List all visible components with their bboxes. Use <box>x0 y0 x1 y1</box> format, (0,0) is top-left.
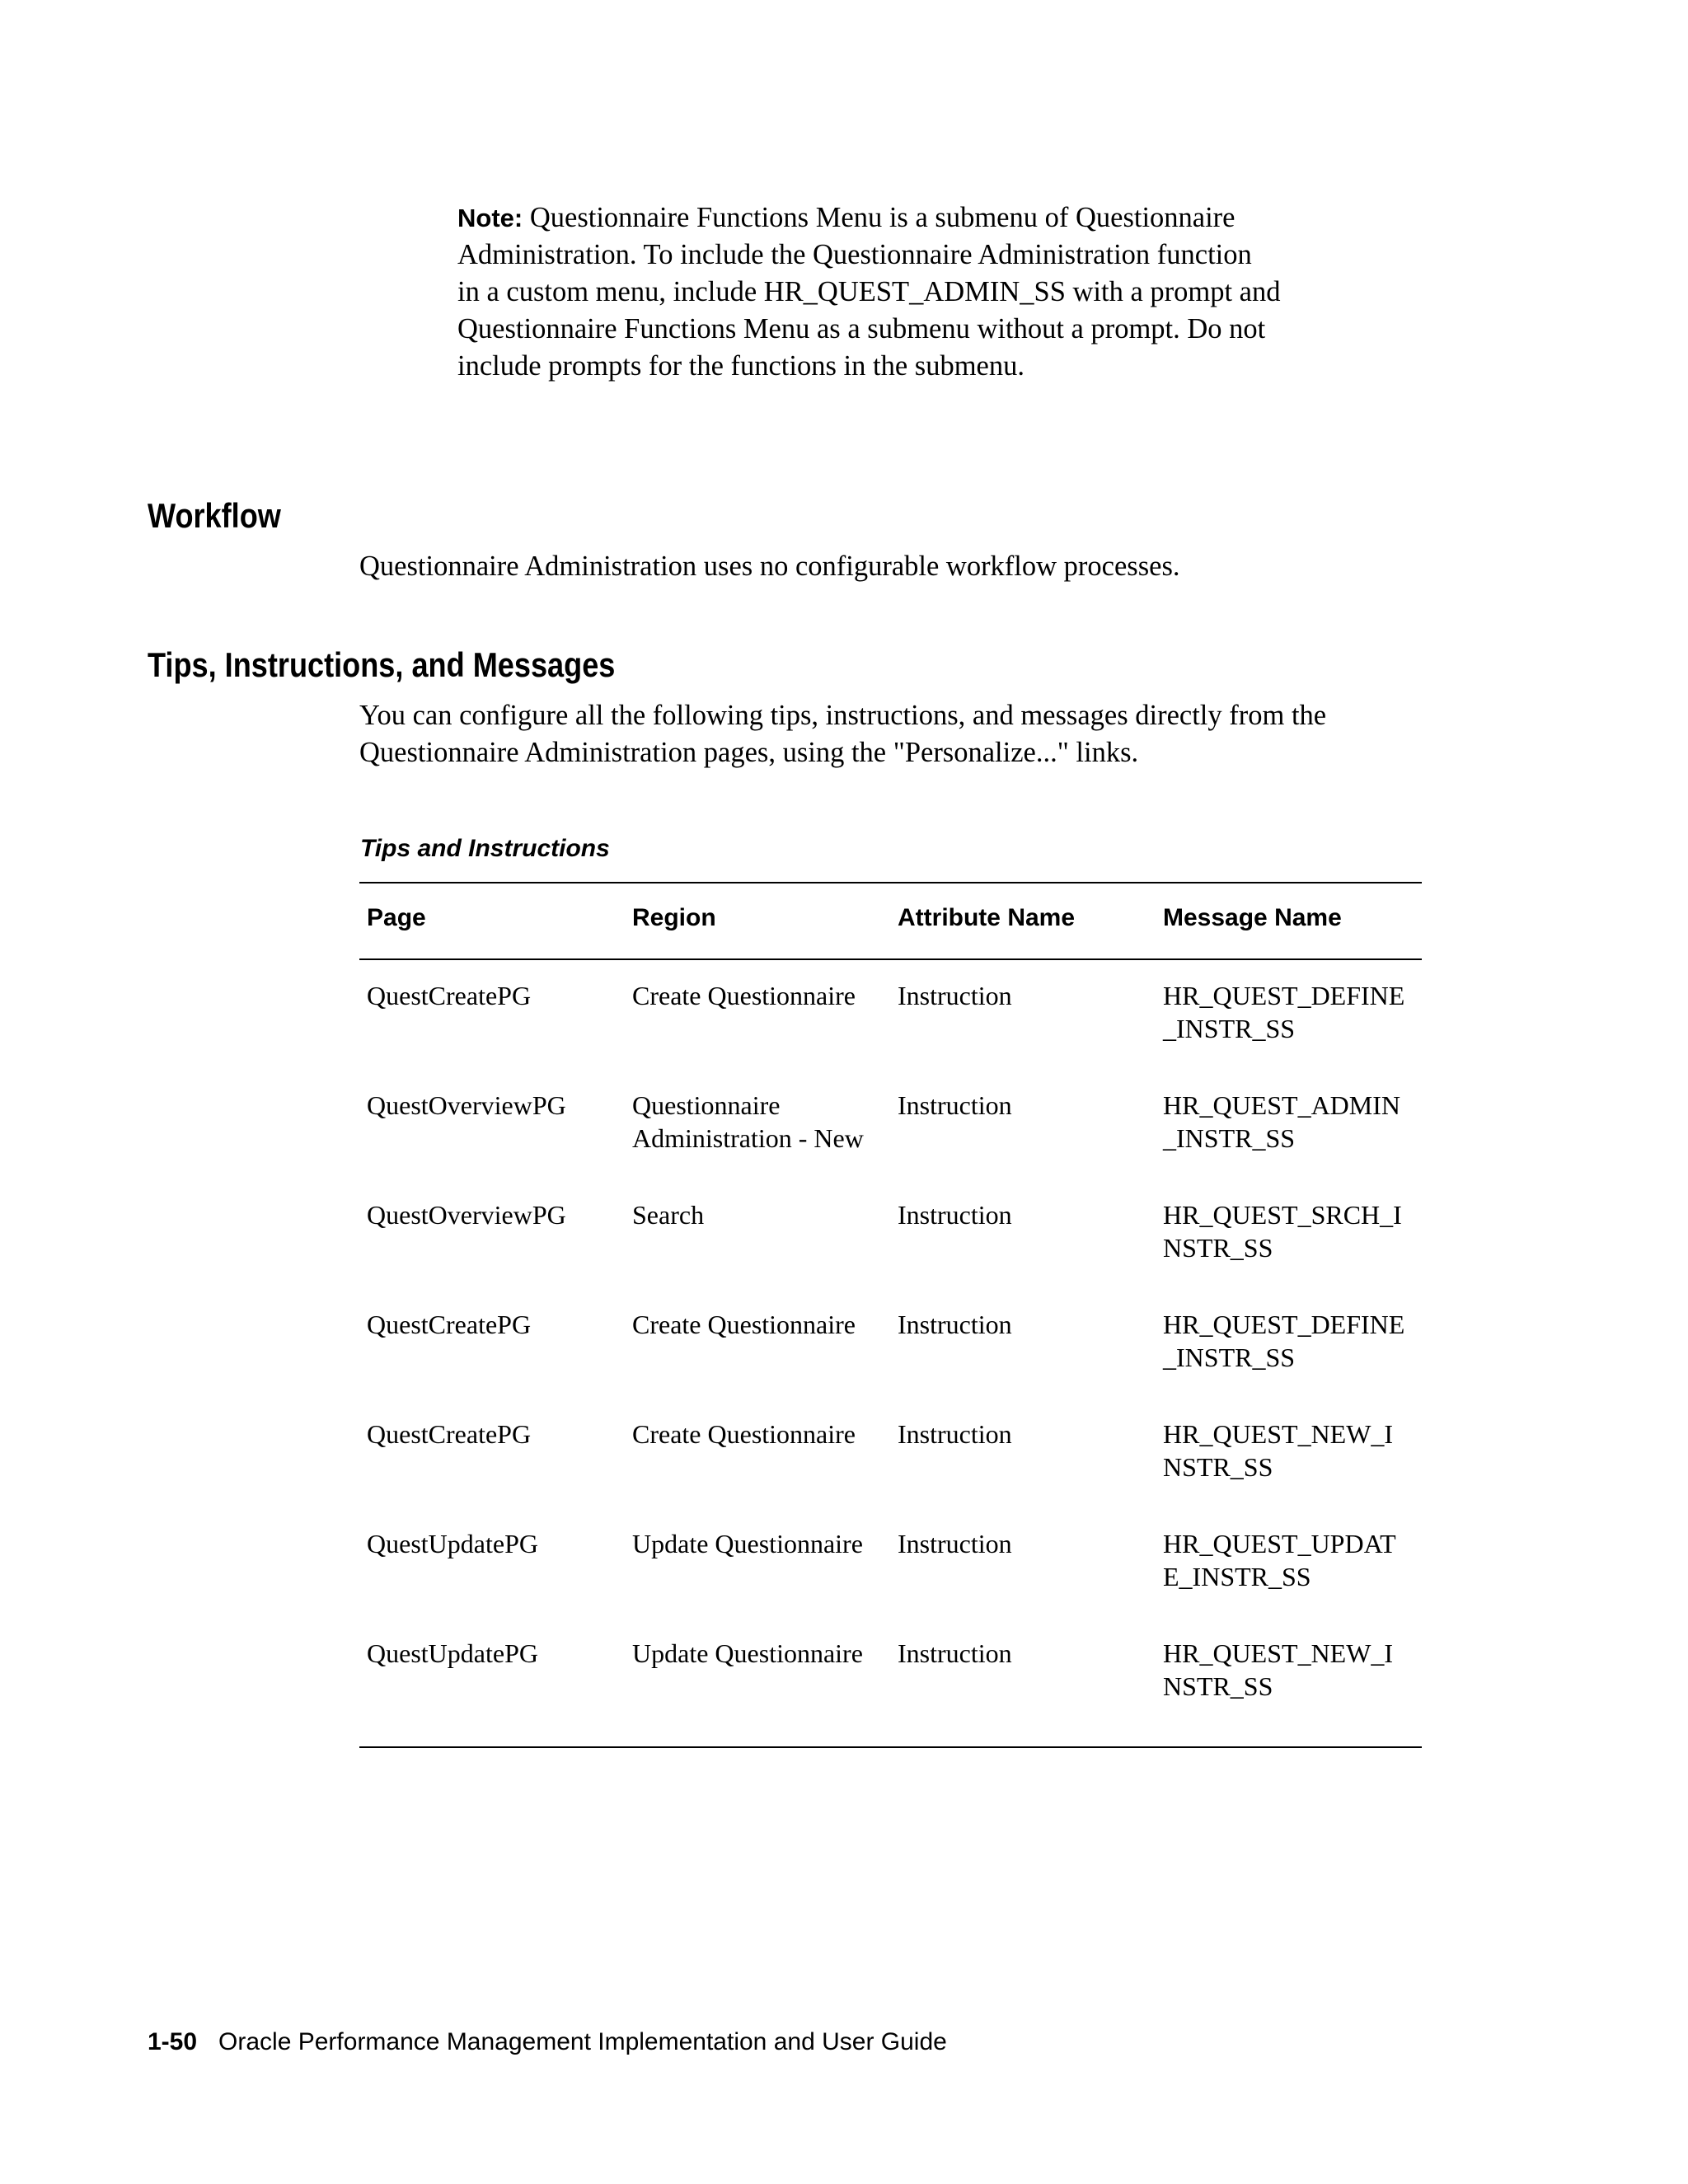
cell-region-line: Search <box>632 1200 705 1230</box>
note-line: include prompts for the functions in the submenu. <box>457 350 1025 382</box>
cell-page-line: QuestOverviewPG <box>367 1200 566 1230</box>
tips-text-line: Questionnaire Administration pages, using the "Personalize..." links. <box>359 737 1139 768</box>
note-label: Note: <box>457 204 523 232</box>
note-line <box>457 199 1372 237</box>
page-footer <box>148 2026 947 2059</box>
cell-message-name-line: NSTR_SS <box>1163 1452 1273 1482</box>
cell-page-line: QuestUpdatePG <box>367 1529 538 1558</box>
cell-attribute-name-line: Instruction <box>898 1310 1012 1339</box>
cell-region <box>632 1198 704 1231</box>
note-line: Administration. To include the Questionnaire Administration function <box>457 239 1252 270</box>
cell-page <box>367 1527 538 1560</box>
cell-attribute-name-line: Instruction <box>898 1090 1012 1120</box>
footer-title: Oracle Performance Management Implementation and User Guide <box>218 2028 947 2055</box>
cell-message-name-line: _INSTR_SS <box>1163 1123 1296 1153</box>
cell-region-line: Questionnaire <box>632 1090 781 1120</box>
cell-message-name <box>1163 1308 1404 1374</box>
cell-message-name-line: NSTR_SS <box>1163 1233 1273 1263</box>
cell-region <box>632 1089 864 1155</box>
cell-region <box>632 1527 863 1560</box>
cell-attribute-name <box>898 1198 1012 1231</box>
cell-attribute-name <box>898 1089 1012 1122</box>
cell-attribute-name-line: Instruction <box>898 981 1012 1010</box>
cell-attribute-name-line: Instruction <box>898 1200 1012 1230</box>
table-row <box>359 1198 1422 1308</box>
cell-attribute-name-line: Instruction <box>898 1529 1012 1558</box>
cell-message-name <box>1163 1637 1393 1703</box>
cell-message-name-line: HR_QUEST_NEW_I <box>1163 1638 1394 1668</box>
cell-region <box>632 1637 863 1670</box>
cell-message-name-line: HR_QUEST_DEFINE <box>1163 981 1405 1010</box>
cell-region-line: Create Questionnaire <box>632 981 856 1010</box>
note-line: in a custom menu, include HR_QUEST_ADMIN_SS with a prompt and <box>457 276 1281 307</box>
footer-page-number: 1-50 <box>148 2028 198 2055</box>
cell-region-line: Administration - New <box>632 1123 864 1153</box>
table-header-row <box>359 883 1422 960</box>
table-body <box>359 960 1422 1746</box>
cell-message-name-line: HR_QUEST_NEW_I <box>1163 1419 1394 1449</box>
cell-attribute-name <box>898 979 1012 1012</box>
cell-message-name <box>1163 1198 1402 1264</box>
header-message-name: Message Name <box>1163 904 1342 931</box>
workflow-heading: Workflow <box>148 496 281 535</box>
cell-page <box>367 1418 531 1451</box>
cell-attribute-name-line: Instruction <box>898 1638 1012 1668</box>
cell-region-line: Update Questionnaire <box>632 1529 863 1558</box>
cell-page <box>367 1308 531 1341</box>
note-line: Questionnaire Functions Menu as a submenu without a prompt. Do not <box>457 313 1266 344</box>
cell-page-line: QuestOverviewPG <box>367 1090 566 1120</box>
workflow-text <box>359 548 1431 585</box>
table-row <box>359 1089 1422 1198</box>
cell-message-name-line: E_INSTR_SS <box>1163 1562 1311 1591</box>
cell-attribute-name <box>898 1418 1012 1451</box>
table-row <box>359 1527 1422 1637</box>
tips-table <box>359 882 1422 1748</box>
cell-region-line: Create Questionnaire <box>632 1419 856 1449</box>
cell-message-name-line: _INSTR_SS <box>1163 1343 1296 1372</box>
cell-attribute-name <box>898 1527 1012 1560</box>
cell-page-line: QuestCreatePG <box>367 1310 532 1339</box>
cell-message-name <box>1163 1418 1393 1483</box>
cell-message-name-line: HR_QUEST_SRCH_I <box>1163 1200 1402 1230</box>
cell-page <box>367 1198 566 1231</box>
note-block <box>457 199 1372 385</box>
cell-message-name-line: HR_QUEST_UPDAT <box>1163 1529 1396 1558</box>
cell-message-name <box>1163 979 1404 1045</box>
cell-message-name <box>1163 1089 1400 1155</box>
cell-attribute-name-line: Instruction <box>898 1419 1012 1449</box>
cell-page-line: QuestUpdatePG <box>367 1638 538 1668</box>
cell-message-name-line: HR_QUEST_DEFINE <box>1163 1310 1405 1339</box>
cell-page <box>367 1637 538 1670</box>
note-text: Questionnaire Functions Menu is a submenu of Questionnaire <box>529 202 1236 233</box>
cell-page-line: QuestCreatePG <box>367 981 532 1010</box>
header-region: Region <box>632 904 716 931</box>
cell-message-name <box>1163 1527 1396 1593</box>
table-row <box>359 1308 1422 1418</box>
cell-page <box>367 979 531 1012</box>
header-attribute-name: Attribute Name <box>898 904 1076 931</box>
cell-message-name-line: _INSTR_SS <box>1163 1014 1296 1043</box>
table-row <box>359 979 1422 1089</box>
cell-page-line: QuestCreatePG <box>367 1419 532 1449</box>
cell-region-line: Create Questionnaire <box>632 1310 856 1339</box>
cell-region <box>632 1418 856 1451</box>
cell-page <box>367 1089 566 1122</box>
cell-region-line: Update Questionnaire <box>632 1638 863 1668</box>
cell-message-name-line: NSTR_SS <box>1163 1671 1273 1701</box>
tips-text-line: You can configure all the following tips, instructions, and messages directly from the <box>359 700 1327 731</box>
workflow-text-line: Questionnaire Administration uses no configurable workflow processes. <box>359 551 1180 582</box>
tips-text <box>359 697 1431 771</box>
cell-region <box>632 979 856 1012</box>
tips-heading: Tips, Instructions, and Messages <box>148 645 616 684</box>
cell-attribute-name <box>898 1308 1012 1341</box>
table-title: Tips and Instructions <box>360 835 610 862</box>
table-row <box>359 1418 1422 1527</box>
cell-attribute-name <box>898 1637 1012 1670</box>
cell-region <box>632 1308 856 1341</box>
table-row <box>359 1637 1422 1746</box>
cell-message-name-line: HR_QUEST_ADMIN <box>1163 1090 1400 1120</box>
header-page: Page <box>367 904 426 931</box>
